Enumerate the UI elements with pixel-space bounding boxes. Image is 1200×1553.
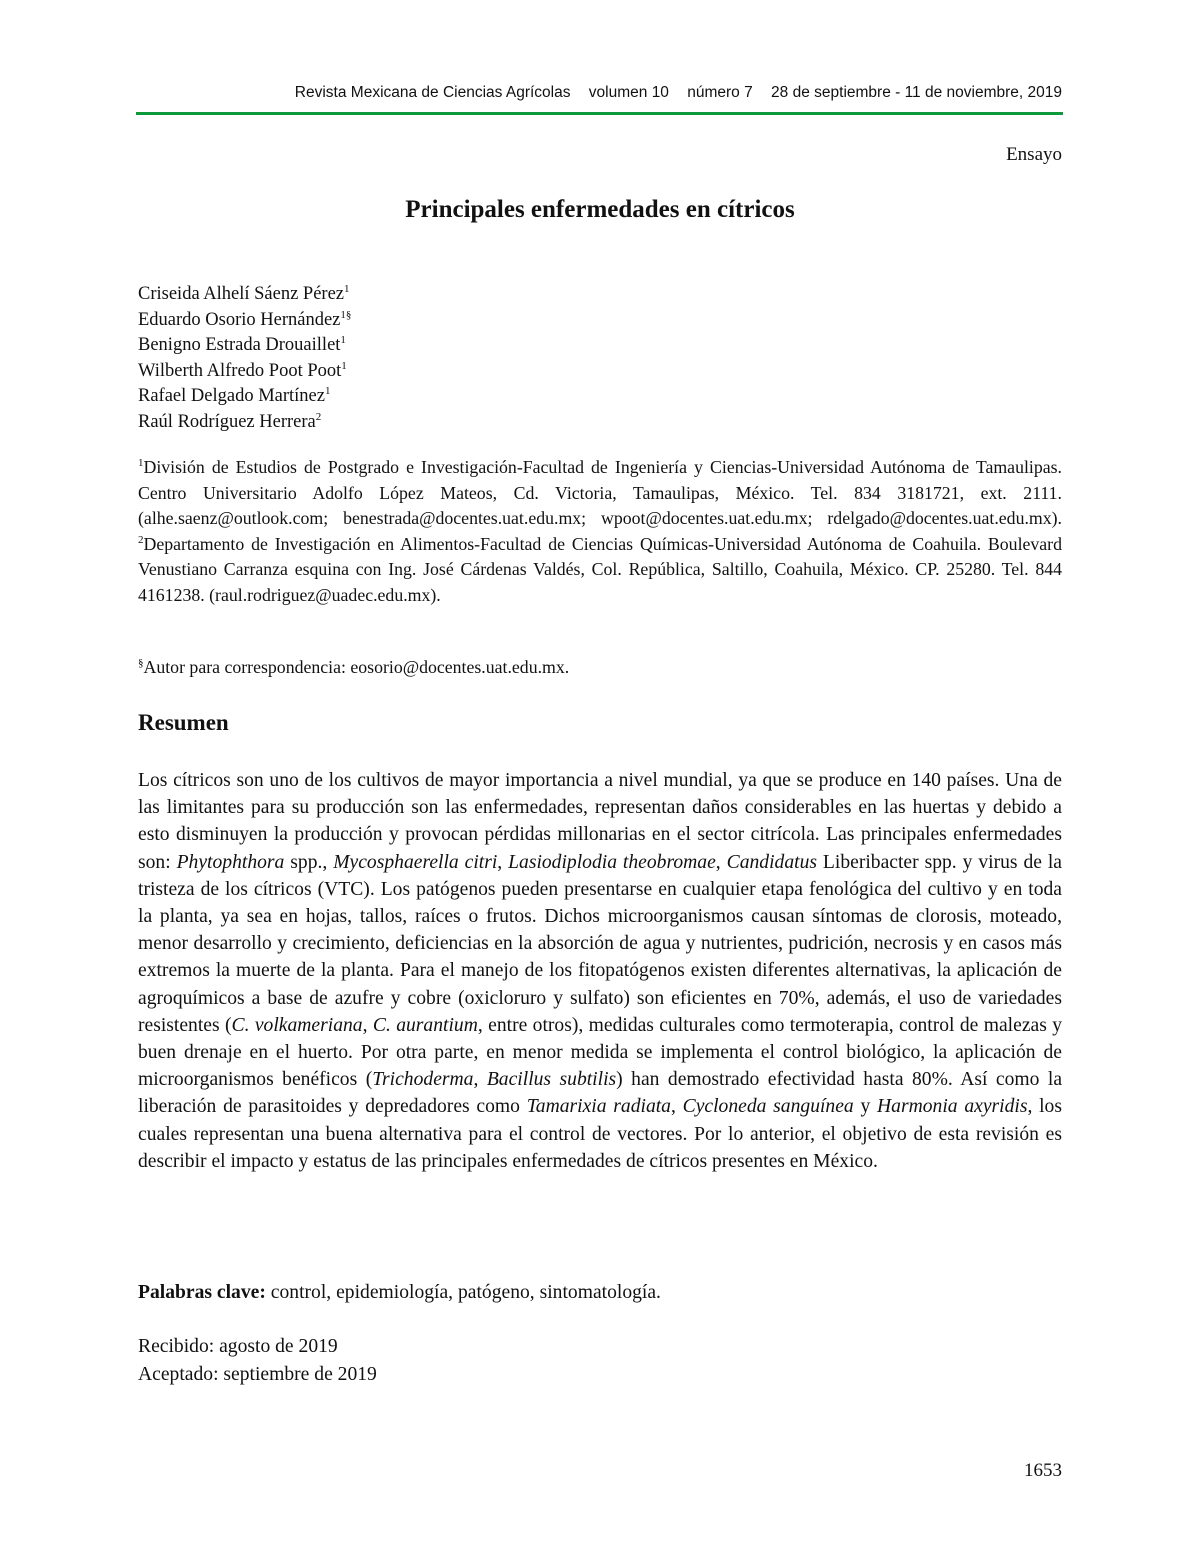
keywords-label: Palabras clave:	[138, 1282, 266, 1303]
article-title: Principales enfermedades en cítricos	[405, 196, 795, 223]
author: Eduardo Osorio Hernández$^{1\S}$	[138, 308, 352, 330]
article-dates	[138, 1333, 377, 1389]
journal-volume: volumen 10	[588, 84, 669, 101]
article-type: Ensayo	[1006, 144, 1062, 165]
author-list	[138, 282, 351, 435]
author: Criseida Alhelí Sáenz Pérez$^1$	[138, 282, 350, 304]
affiliations: $^1$División de Estudios de Postgrado e Investigación-Facultad de Ingeniería y Ciencias-Universidad Autónoma de Tamaulipas. Centro Universitario Adolfo López Mateos, Cd. Victoria, Tamaulipas, México. Tel. 834 3181721, ext. 2111. (alhe.saenz@outlook.com; benestrada@docentes.uat.edu.mx; wpoot@docentes.uat.edu.mx; rdelgado@docentes.uat.edu.mx). $^2$Departamento de Investigación en Alimentos-Facultad de Ciencias Químicas-Universidad Autónoma de Coahuila. Boulevard Venustiano Carranza esquina con Ing. José Cárdenas Valdés, Col. República, Saltillo, Coahuila, México. CP. 25280. Tel. 844 4161238. (raul.rodriguez@uadec.edu.mx).	[138, 457, 1062, 605]
page-number: 1653	[1024, 1460, 1062, 1481]
journal-name: Revista Mexicana de Ciencias Agrícolas	[294, 84, 571, 101]
header-rule	[136, 112, 1063, 115]
author: Rafael Delgado Martínez$^1$	[138, 384, 331, 406]
author: Wilberth Alfredo Poot Poot$^1$	[138, 359, 347, 381]
received-date: Recibido: agosto de 2019	[138, 1336, 338, 1357]
keywords: Palabras clave: control, epidemiología, patógeno, sintomatología.	[138, 1282, 661, 1303]
abstract-heading: Resumen	[138, 710, 229, 735]
journal-dates: 28 de septiembre - 11 de noviembre, 2019	[771, 84, 1062, 101]
running-header	[136, 84, 1062, 102]
journal-issue: número 7	[687, 84, 753, 101]
author: Benigno Estrada Drouaillet$^1$	[138, 333, 346, 355]
author: Raúl Rodríguez Herrera$^2$	[138, 410, 322, 432]
abstract-text: Los cítricos son uno de los cultivos de mayor importancia a nivel mundial, ya que se produce en 140 países. Una de las limitantes para su producción son las enfermedades, representan daños considerables en las huertas y debido a esto disminuyen la producción y provocan pérdidas millonarias en el sector citrícola. Las principales enfermedades son: Phytophthora spp., Mycosphaerella citri, Lasiodiplodia theobromae, Candidatus Liberibacter spp. y virus de la tristeza de los cítricos (VTC). Los patógenos pueden presentarse en cualquier etapa fenológica del cultivo y en toda la planta, ya sea en hojas, tallos, raíces o frutos. Dichos microorganismos causan síntomas de clorosis, moteado, menor desarrollo y crecimiento, deficiencias en la absorción de agua y nutrientes, pudrición, necrosis y en casos más extremos la muerte de la planta. Para el manejo de los fitopatógenos existen diferentes alternativas, la aplicación de agroquímicos a base de azufre y cobre (oxicloruro y sulfato) son eficientes en 70%, además, el uso de variedades resistentes (C. volkameriana, C. aurantium, entre otros), medidas culturales como termoterapia, control de malezas y buen drenaje en el huerto. Por otra parte, en menor medida se implementa el control biológico, la aplicación de microorganismos benéficos (Trichoderma, Bacillus subtilis) han demostrado efectividad hasta 80%. Así como la liberación de parasitoides y depredadores como Tamarixia radiata, Cycloneda sanguínea y Harmonia axyridis, los cuales representan una buena alternativa para el control de vectores. Por lo anterior, el objetivo de esta revisión es describir el impacto y estatus de las principales enfermedades de cítricos presentes en México.	[138, 770, 1063, 1172]
accepted-date: Aceptado: septiembre de 2019	[138, 1364, 377, 1385]
correspondence: §Autor para correspondencia: eosorio@docentes.uat.edu.mx.	[138, 657, 570, 677]
